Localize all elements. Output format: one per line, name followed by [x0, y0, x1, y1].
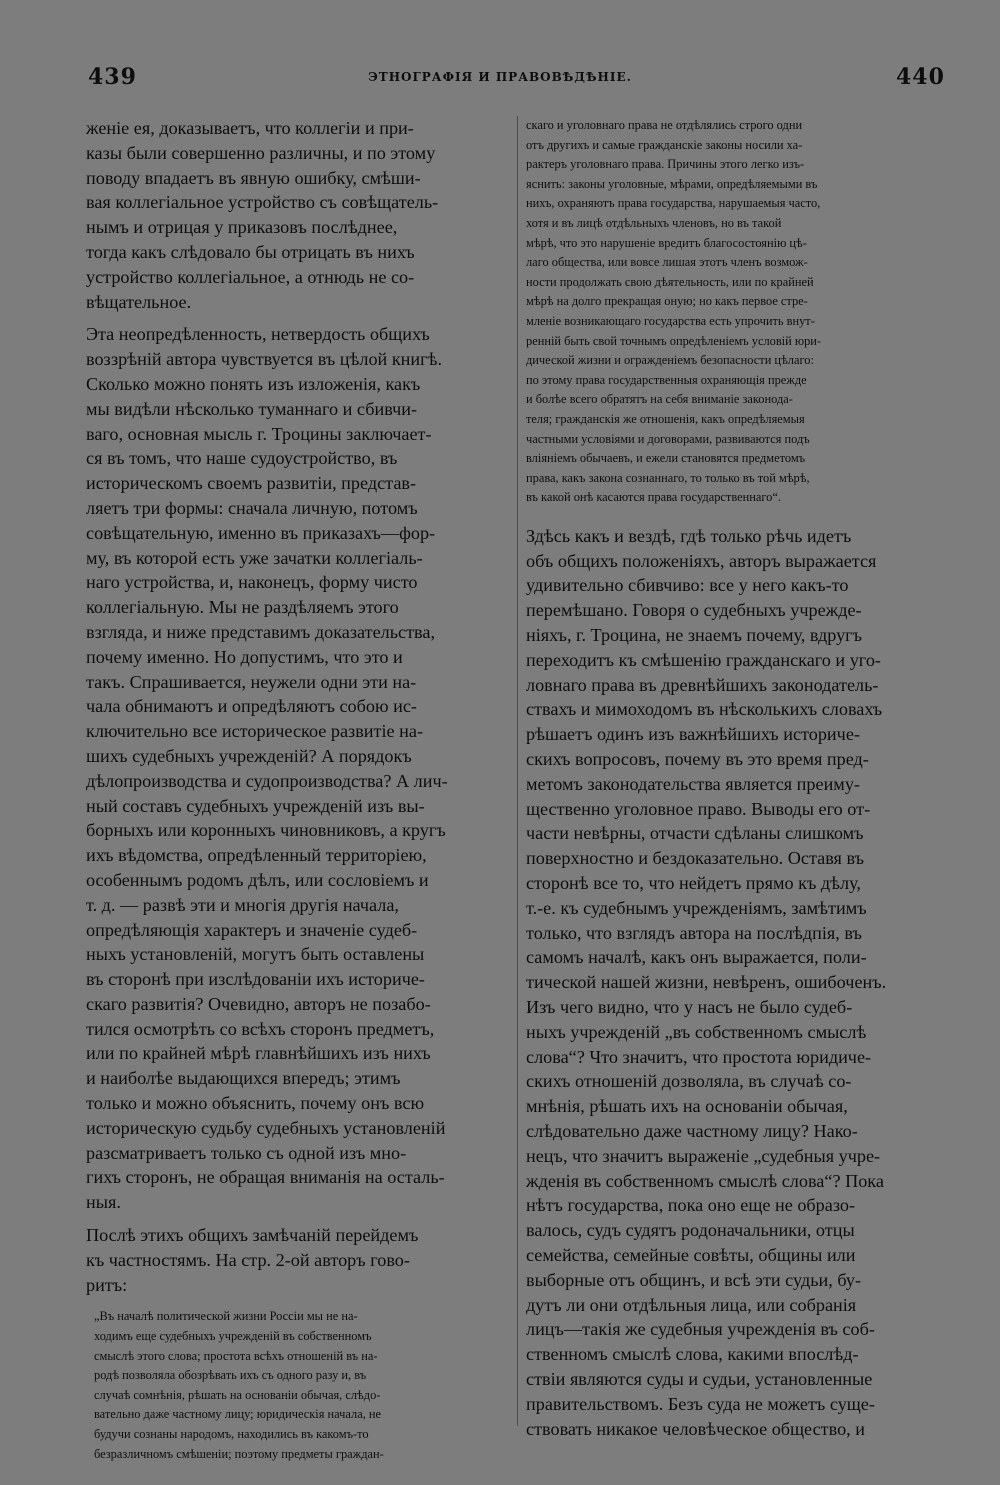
right-column: [526, 116, 950, 1441]
right-paragraph-1: Здѣсь какъ и вездѣ, гдѣ только рѣчь идетъ объ общихъ положеніяхъ, авторъ выражается удивительно сбивчиво: все у него какъ-то перемѣшано. Говоря о судебныхъ учрежде- ніяхъ, г. Троцина, не знаемъ почему, вдругъ переходитъ къ смѣшенію гражданскаго и уго- ловнаго права въ древнѣйшихъ законодатель- ствахъ и мимоходомъ въ нѣсколькихъ словахъ рѣшаетъ одинъ изъ важнѣйшихъ историче- скихъ вопросовъ, почему въ это время пред- метомъ законодательства является преиму- щественно уголовное право. Выводы его от- части невѣрны, отчасти сдѣланы слишкомъ поверхностно и бездоказательно. Оставя въ сторонѣ все то, что нейдетъ прямо къ дѣлу, т.-е. къ судебнымъ учрежденіямъ, замѣтимъ только, что взглядъ автора на послѣдпія, въ самомъ началѣ, какъ онъ выражается, поли- тической нашей жизни, невѣренъ, ошибоченъ. Изъ чего видно, что у насъ не было судеб- ныхъ учрежденій „въ собственномъ смыслѣ слова“? Что значитъ, что простота юридиче- скихъ отношеній дозволяла, въ случаѣ со- мнѣнія, рѣшать ихъ на основаніи обычая, слѣдовательно даже частному лицу? Нако- нецъ, что значитъ выраженіе „судебныя учре- жденія въ собственномъ смыслѣ слова“? Пока нѣтъ государства, пока оно еще не образо- валось, судъ судятъ родоначальники, отцы семейства, семейные совѣты, общины или выборные отъ общинъ, и всѣ эти судьи, бу- дутъ ли они отдѣльныя лица, или собранія лицъ—такія же судебныя учрежденія въ соб- ственномъ смыслѣ слова, какими впослѣд- ствіи являются суды и судьи, установленные правительствомъ. Безъ суда не можетъ суще- ствовать никакое человѣческое общество, и: [526, 525, 887, 1439]
page-header: [0, 0, 1000, 100]
left-paragraph-3: Послѣ этихъ общихъ замѣчаній перейдемъ къ частностямъ. На стр. 2-ой авторъ гово- ритъ:: [86, 1225, 419, 1295]
right-page-number: 440: [896, 64, 945, 90]
left-quotation: „Въ началѣ политической жизни Россіи мы не на- ходимъ еще судебныхъ учрежденій въ собственномъ смыслѣ этого слова; простота всѣхъ отношеній въ на- родѣ позволяла обозрѣвать ихъ съ одного разу и, въ случаѣ сомнѣнія, рѣшать на основаніи обычая, слѣдо- вательно даже частному лицу; юридическія начала, не будучи сознаны народомъ, находились въ какомъ-то безразличномъ смѣшеніи; поэтому предметы граждан-: [94, 1309, 384, 1461]
paragraph-gap: [86, 1215, 510, 1223]
left-column: [86, 116, 510, 1464]
paragraph-gap: [86, 314, 510, 322]
left-paragraph-1: женіе ея, доказываетъ, что коллегіи и при- казы были совершенно различны, и по этому поводу впадаетъ въ явную ошибку, смѣши- вая коллегіальное устройство съ совѣщатель- нымъ и отрицая у приказовъ послѣднее, тогда какъ слѣдовало бы отрицать въ нихъ устройство коллегіальное, а отнюдь не со- вѣщательное.: [86, 118, 439, 312]
right-quotation: скаго и уголовнаго права не отдѣлялись строго одни отъ другихъ и самые гражданскіе законы носили ха- рактеръ уголовнаго права. Причины этого легко изъ- яснить: законы уголовные, мѣрами, опредѣляемыми въ нихъ, охраняютъ права государства, нарушаемыя часто, хотя и въ лицѣ отдѣльныхъ членовъ, но въ такой мѣрѣ, что это нарушеніе вредитъ благосостоянію цѣ- лаго общества, или вовсе лишая этотъ членъ возмож- ности продолжать свою дѣятельность, или по крайней мѣрѣ на долго прекращая оную; но какъ первое стре- мленіе возникающаго государства есть упрочить внут- ренній быть свой точнымъ опредѣленіемъ условій юри- дической жизни и огражденіемъ безопасности цѣлаго: по этому права государственныя охраняющія прежде и болѣе всего обратятъ на себя вниманіе законода- теля; гражданскія же отношенія, какъ опредѣляемыя частными условіями и договорами, развиваются подъ вліяніемъ обычаевъ, и ежели становятся предметомъ права, какъ закона сознаннаго, то только въ той мѣрѣ, въ какой онѣ касаются права государственнаго“.: [526, 118, 822, 505]
left-page-number: 439: [88, 64, 137, 90]
running-title: ЭТНОГРАФІЯ И ПРАВОВѢДѢНІЕ.: [368, 70, 632, 84]
left-paragraph-2: Эта неопредѣленность, нетвердость общихъ воззрѣній автора чувствуется въ цѣлой книгѣ. Сколько можно понять изъ изложенія, какъ мы видѣли нѣсколько туманнаго и сбивчи- ваго, основная мысль г. Троцины заключает- ся въ томъ, что наше судоустройство, въ историческомъ своемъ развитіи, представ- ляетъ три формы: сначала личную, потомъ совѣщательную, именно въ приказахъ—фор- му, въ которой есть уже зачатки коллегіаль- наго устройства, и, наконецъ, форму чисто коллегіальную. Мы не раздѣляемъ этого взгляда, и ниже представимъ доказательства, почему именно. Но допустимъ, что это и такъ. Спрашивается, неужели одни эти на- чала обнимаютъ и опредѣляютъ собою ис- ключительно все историческое развитіе на- шихъ судебныхъ учрежденій? А порядокъ дѣлопроизводства и судопроизводства? А лич- ный составъ судебныхъ учрежденій изъ вы- борныхъ или коронныхъ чиновниковъ, а кругъ ихъ вѣдомства, опредѣленный территоріею, особеннымъ родомъ дѣлъ, или сословіемъ и т. д. — развѣ эти и многія другія начала, опредѣляющія характеръ и значеніе судеб- ныхъ установленій, могутъ быть оставлены въ сторонѣ при изслѣдованіи ихъ историче- скаго развитія? Очевидно, авторъ не позабо- тился осмотрѣть со всѣхъ сторонъ предметъ, или по крайней мѣрѣ главнѣйшихъ изъ нихъ и наиболѣе выдающихся впередъ; этимъ только и можно объяснить, почему онъ всю историческую судьбу судебныхъ установленій разсматриваетъ только съ одной изъ мно- гихъ сторонъ, не обращая вниманія на осталь- ныя.: [86, 324, 448, 1213]
column-divider: [517, 116, 518, 1426]
